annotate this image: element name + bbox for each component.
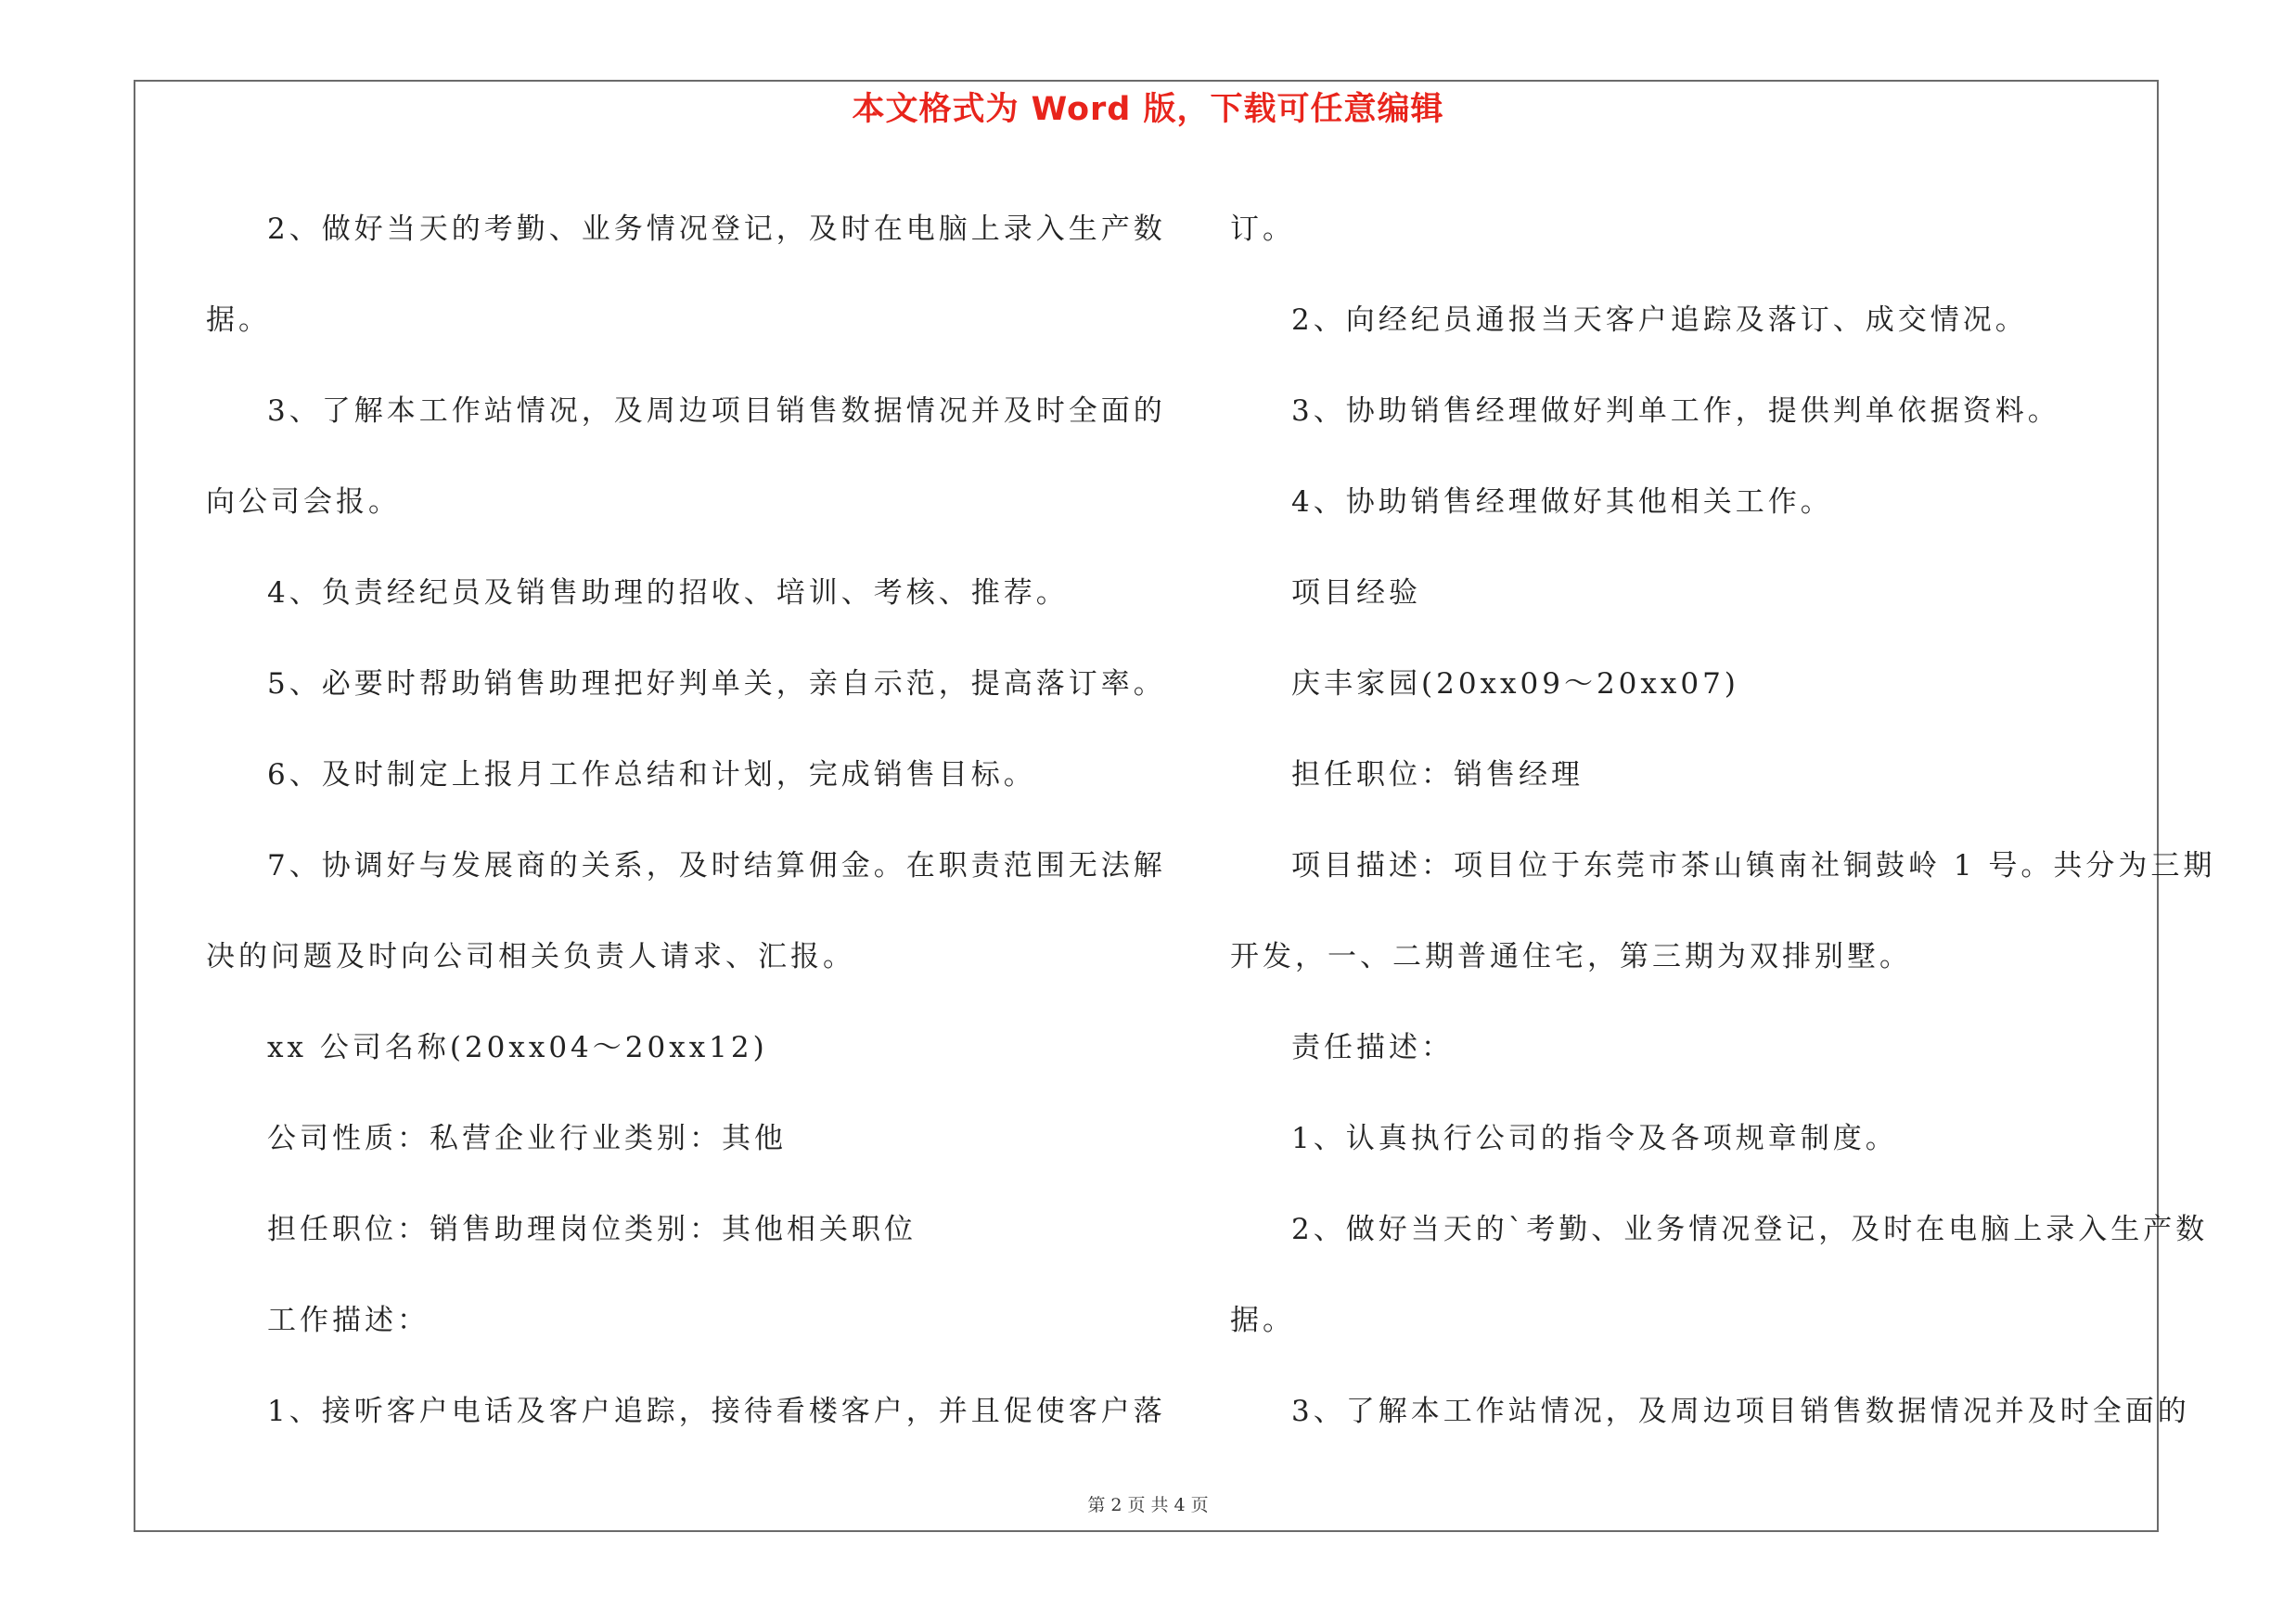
word-format-banner: 本文格式为 Word 版，下载可任意编辑	[852, 91, 1444, 128]
paragraph-line: 7、协调好与发展商的关系，及时结算佣金。在职责范围无法解	[267, 849, 1166, 882]
position-line: 担任职位：销售经理	[1291, 758, 1584, 792]
paragraph-line: 订。	[1230, 213, 1295, 246]
paragraph-line: 2、做好当天的考勤、业务情况登记，及时在电脑上录入生产数	[267, 213, 1166, 246]
project-experience-heading: 项目经验	[1291, 576, 1421, 610]
paragraph-line: 3、协助销售经理做好判单工作，提供判单依据资料。	[1291, 394, 2060, 428]
position-line: 担任职位：销售助理岗位类别：其他相关职位	[267, 1213, 917, 1246]
paragraph-line: 6、及时制定上报月工作总结和计划，完成销售目标。	[267, 758, 1036, 792]
company-nature: 公司性质：私营企业行业类别：其他	[267, 1122, 787, 1155]
paragraph-line: 开发，一、二期普通住宅，第三期为双排别墅。	[1230, 940, 1912, 973]
paragraph-line: 3、了解本工作站情况，及周边项目销售数据情况并及时全面的	[267, 394, 1166, 428]
company-heading: xx 公司名称(20xx04～20xx12)	[267, 1031, 768, 1064]
paragraph-line: 决的问题及时向公司相关负责人请求、汇报。	[206, 940, 855, 973]
left-column	[206, 184, 1166, 1457]
paragraph-line: 4、协助销售经理做好其他相关工作。	[1291, 485, 1833, 519]
right-column	[1230, 184, 2216, 1457]
paragraph-line: 据。	[206, 303, 271, 337]
paragraph-line: 1、认真执行公司的指令及各项规章制度。	[1291, 1122, 1898, 1155]
responsibility-heading: 责任描述：	[1291, 1031, 1454, 1064]
paragraph-line: 2、向经纪员通报当天客户追踪及落订、成交情况。	[1291, 303, 2028, 337]
paragraph-line: 1、接听客户电话及客户追踪，接待看楼客户，并且促使客户落	[267, 1395, 1166, 1428]
project-name: 庆丰家园(20xx09～20xx07)	[1291, 667, 1739, 701]
paragraph-line: 向公司会报。	[206, 485, 401, 519]
paragraph-line: 2、做好当天的`考勤、业务情况登记，及时在电脑上录入生产数	[1291, 1213, 2209, 1246]
page-number: 第 2 页 共 4 页	[1087, 1495, 1209, 1515]
paragraph-line: 4、负责经纪员及销售助理的招收、培训、考核、推荐。	[267, 576, 1069, 610]
paragraph-line: 5、必要时帮助销售助理把好判单关，亲自示范，提高落订率。	[267, 667, 1166, 701]
paragraph-line: 据。	[1230, 1304, 1295, 1337]
project-description: 项目描述：项目位于东莞市茶山镇南社铜鼓岭 1 号。共分为三期	[1291, 849, 2216, 882]
paragraph-line: 3、了解本工作站情况，及周边项目销售数据情况并及时全面的	[1291, 1395, 2190, 1428]
work-description-heading: 工作描述：	[267, 1304, 430, 1337]
